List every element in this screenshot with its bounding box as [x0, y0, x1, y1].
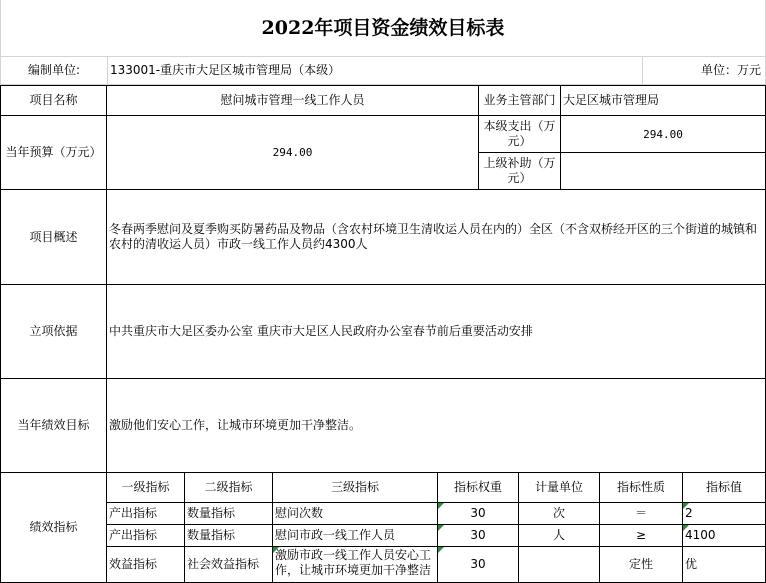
perf-row-l1: 产出指标 [107, 503, 185, 525]
perf-row-weight: 30 [438, 503, 519, 525]
perf-row-unit: 人 [519, 525, 600, 547]
perf-row-unit: 次 [519, 503, 600, 525]
perf-row-nature: ＝ [600, 503, 683, 525]
perf-header-unit: 计量单位 [519, 473, 600, 503]
basis-text: 中共重庆市大足区委办公室 重庆市大足区人民政府办公室春节前后重要活动安排 [107, 285, 766, 379]
perf-row-nature: ≥ [600, 525, 683, 547]
unit-label: 编制单位: [0, 57, 107, 85]
perf-row-weight: 30 [438, 547, 519, 583]
currency-unit: 单位：万元 [642, 57, 766, 85]
perf-header-l3: 三级指标 [273, 473, 438, 503]
perf-row-weight: 30 [438, 525, 519, 547]
perf-label: 绩效指标 [0, 473, 107, 583]
perf-row-l1: 产出指标 [107, 525, 185, 547]
overview-label: 项目概述 [0, 190, 107, 285]
perf-header-l2: 二级指标 [185, 473, 273, 503]
own-spend-value: 294.00 [561, 116, 766, 153]
perf-row-value: 4100 [683, 525, 766, 547]
subsidy-value [561, 153, 766, 190]
perf-row-l2: 数量指标 [185, 525, 273, 547]
budget-value: 294.00 [107, 116, 479, 190]
dept-value: 大足区城市管理局 [561, 85, 766, 116]
perf-header-value: 指标值 [683, 473, 766, 503]
perf-row-nature: 定性 [600, 547, 683, 583]
perf-row-l3: 激励市政一线工作人员安心工作，让城市环境更加干净整洁 [273, 547, 438, 583]
own-spend-label: 本级支出（万元） [479, 116, 561, 153]
perf-row-value: 优 [683, 547, 766, 583]
goal-label: 当年绩效目标 [0, 379, 107, 473]
unit-value: 133001-重庆市大足区城市管理局（本级） [107, 57, 642, 85]
perf-header-nature: 指标性质 [600, 473, 683, 503]
budget-label: 当年预算（万元） [0, 116, 107, 190]
perf-row-l3: 慰问次数 [273, 503, 438, 525]
project-name-label: 项目名称 [0, 85, 107, 116]
perf-row-l1: 效益指标 [107, 547, 185, 583]
dept-label: 业务主管部门 [479, 85, 561, 116]
perf-row-l2: 数量指标 [185, 503, 273, 525]
perf-header-l1: 一级指标 [107, 473, 185, 503]
project-name-value: 慰问城市管理一线工作人员 [107, 85, 479, 116]
perf-row-l2: 社会效益指标 [185, 547, 273, 583]
perf-row-unit [519, 547, 600, 583]
subsidy-label: 上级补助（万元） [479, 153, 561, 190]
basis-label: 立项依据 [0, 285, 107, 379]
perf-row-l3: 慰问市政一线工作人员 [273, 525, 438, 547]
overview-text: 冬春两季慰问及夏季购买防暑药品及物品（含农村环境卫生清收运人员在内的）全区（不含双桥经开区的三个街道的城镇和农村的清收运人员）市政一线工作人员约4300人 [107, 190, 766, 285]
goal-text: 激励他们安心工作，让城市环境更加干净整洁。 [107, 379, 766, 473]
perf-row-value: 2 [683, 503, 766, 525]
sheet-title: 2022年项目资金绩效目标表 [0, 0, 766, 57]
perf-header-weight: 指标权重 [438, 473, 519, 503]
